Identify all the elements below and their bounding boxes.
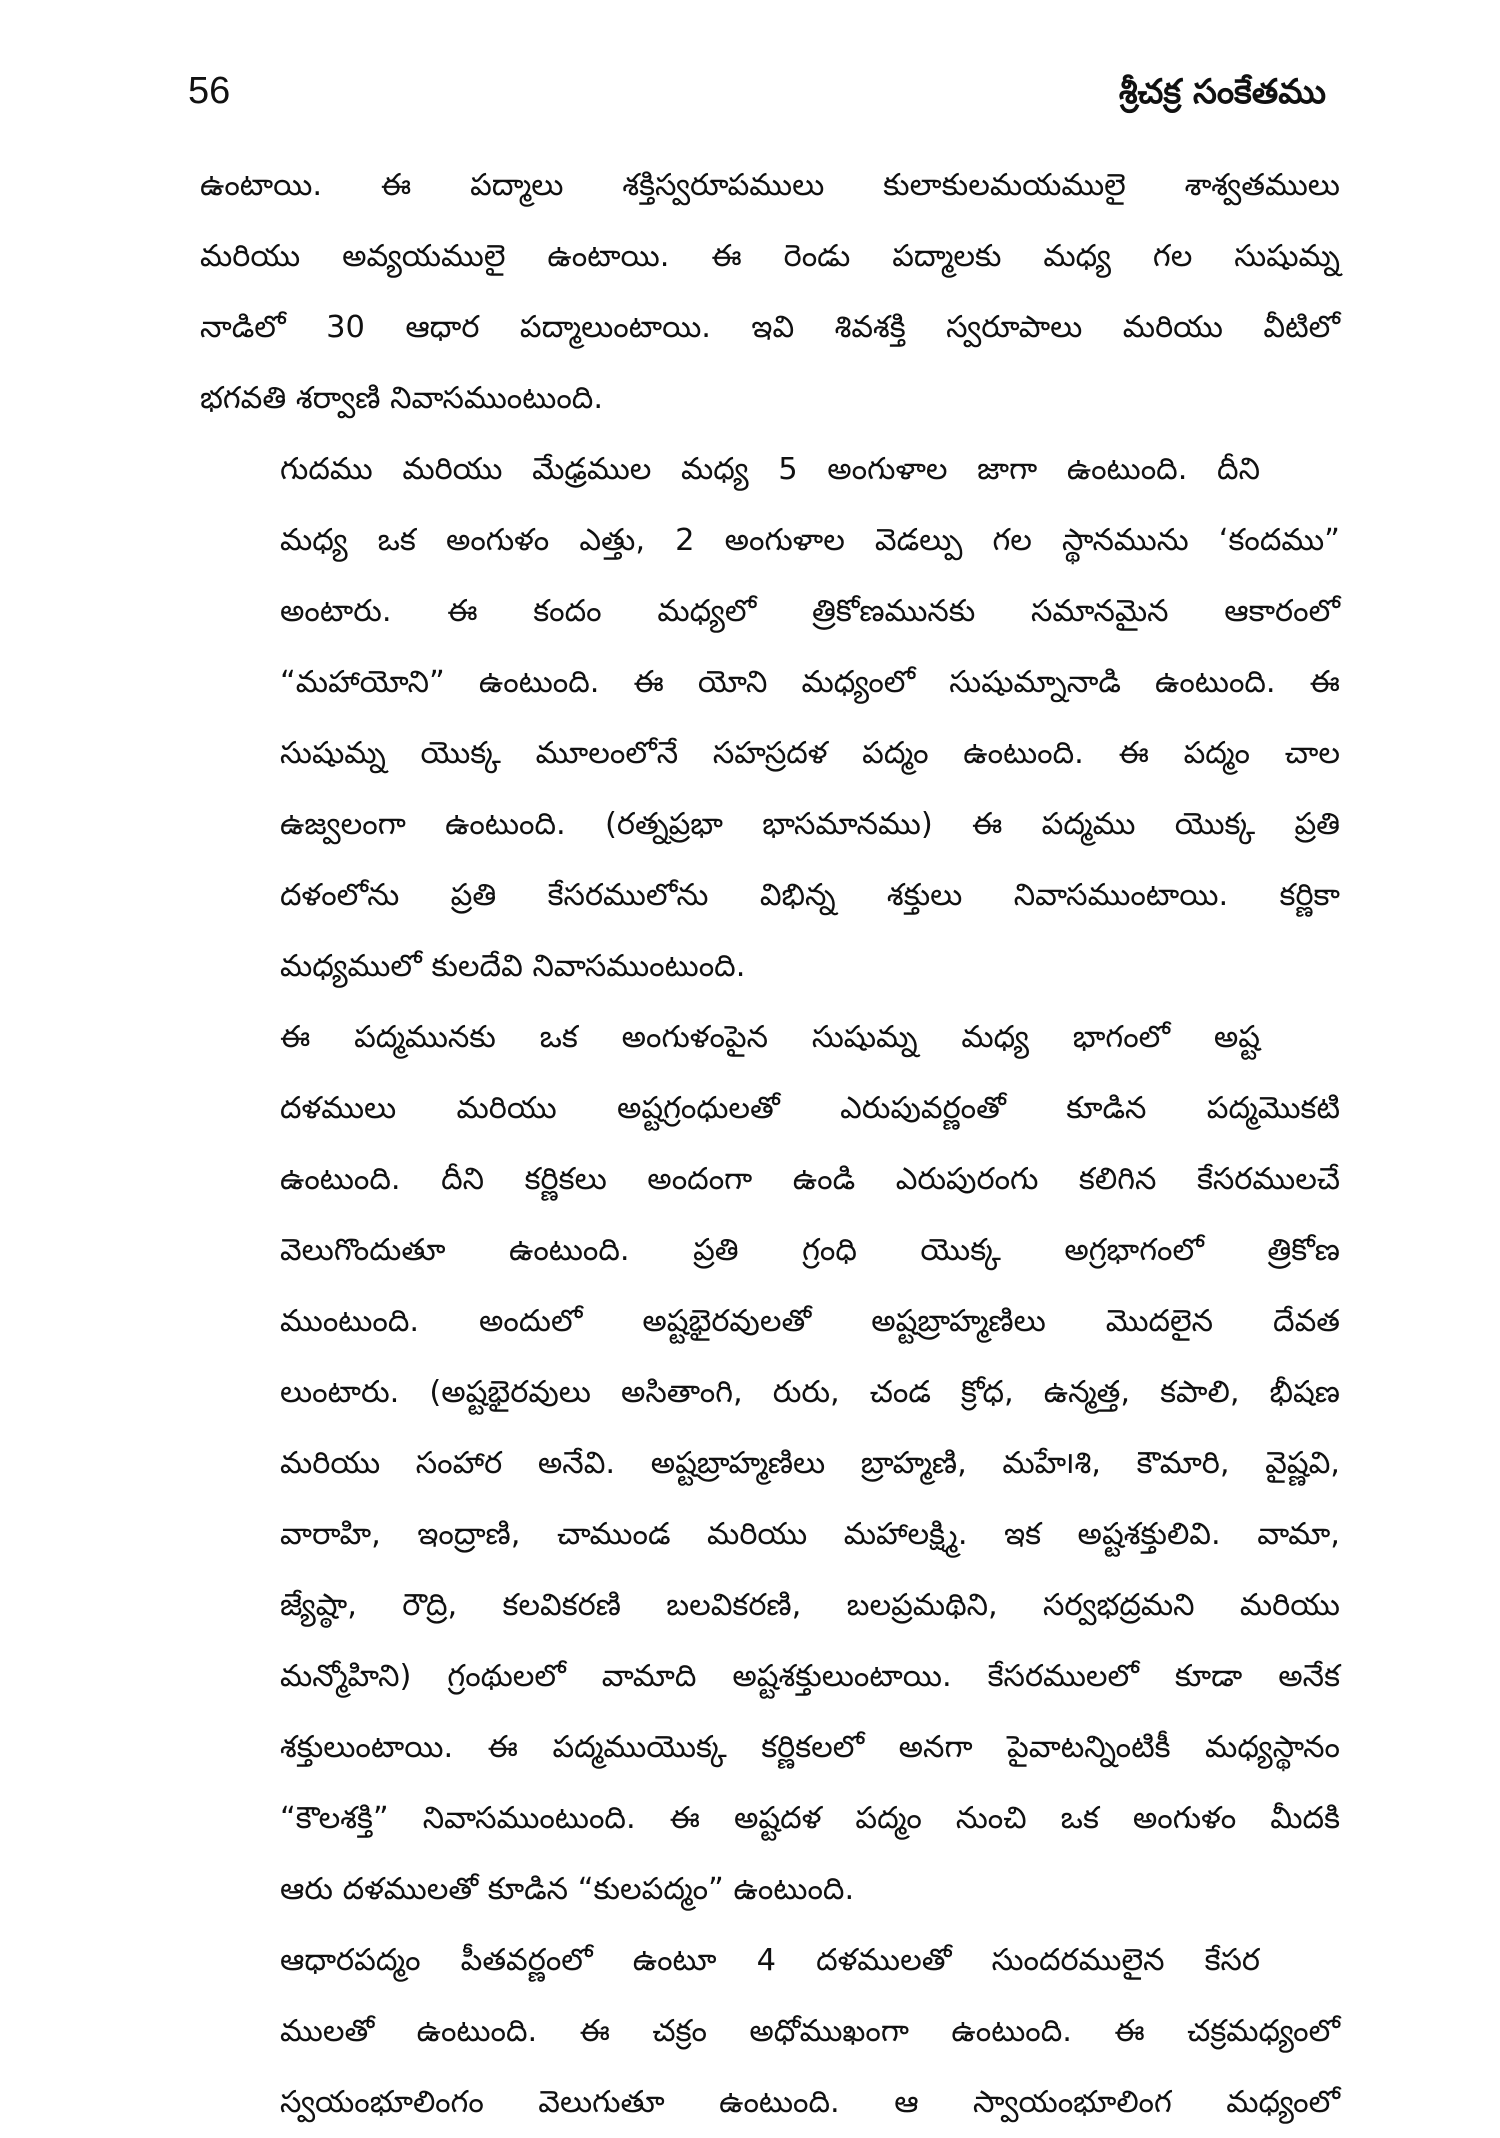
text-line: మధ్య ఒక అంగుళం ఎత్తు, 2 అంగుళాల వెడల్పు గల స్థానమును ‘కందము” [280,523,1340,558]
text-line: ఉంటాయి. ఈ పద్మాలు శక్తిస్వరూపములు కులాకులమయములై శాశ్వతములు [200,168,1340,203]
text-line: ములతో ఉంటుంది. ఈ చక్రం అధోముఖంగా ఉంటుంది. ఈ చక్రమధ్యంలో [280,2014,1340,2049]
text-line: దళంలోను ప్రతి కేసరములోను విభిన్న శక్తులు నివాసముంటాయి. కర్ణికా [280,878,1340,913]
text-line: నాడిలో 30 ఆధార పద్మాలుంటాయి. ఇవి శివశక్తి స్వరూపాలు మరియు వీటిలో [200,310,1340,345]
text-line: గుదము మరియు మేఢ్రముల మధ్య 5 అంగుళాల జాగా ఉంటుంది. దీని [280,452,1260,487]
text-line: సుషుమ్న యొక్క మూలంలోనే సహస్రదళ పద్మం ఉంటుంది. ఈ పద్మం చాల [280,736,1340,771]
text-line: అంటారు. ఈ కందం మధ్యలో త్రికోణమునకు సమానమైన ఆకారంలో [280,594,1340,629]
text-line: మరియు సంహార అనేవి. అష్టబ్రాహ్మణిలు బ్రాహ్మణి, మహే౹శి, కౌమారి, వైష్ణవి, [280,1446,1340,1481]
paragraph [200,1925,1340,2138]
text-line: ముంటుంది. అందులో అష్టభైరవులతో అష్టబ్రాహ్మణిలు మొదలైన దేవత [280,1304,1340,1339]
text-line: ఆధారపద్మం పీతవర్ణంలో ఉంటూ 4 దళములతో సుందరములైన కేసర [280,1943,1260,1978]
text-line: “మహాయోని” ఉంటుంది. ఈ యోని మధ్యంలో సుషుమ్నానాడి ఉంటుంది. ఈ [280,665,1340,700]
text-line: ఆరు దళములతో కూడిన “కులపద్మం” ఉంటుంది. [280,1872,855,1907]
text-line: మధ్యములో కులదేవి నివాసముంటుంది. [280,949,746,984]
text-line: ఉజ్వలంగా ఉంటుంది. (రత్నప్రభా భాసమానము) ఈ పద్మము యొక్క ప్రతి [280,807,1340,842]
paragraph [200,434,1340,1002]
text-line: మరియు అవ్యయములై ఉంటాయి. ఈ రెండు పద్మాలకు మధ్య గల సుషుమ్న [200,239,1340,274]
text-line: ఈ పద్మమునకు ఒక అంగుళంపైన సుషుమ్న మధ్య భాగంలో అష్ట [280,1020,1260,1055]
paragraph [200,1002,1340,1925]
text-line: వారాహి, ఇంద్రాణి, చాముండ మరియు మహాలక్ష్మి. ఇక అష్టశక్తులివి. వామా, [280,1517,1340,1552]
text-line: భగవతి శర్వాణి నివాసముంటుంది. [200,381,604,416]
page-number: 56 [188,70,231,112]
running-title: శ్రీచక్ర సంకేతము [1118,72,1326,112]
text-line: ఉంటుంది. దీని కర్ణికలు అందంగా ఉండి ఎరుపురంగు కలిగిన కేసరములచే [280,1162,1340,1197]
body-text [200,150,1340,2120]
text-line: వెలుగొందుతూ ఉంటుంది. ప్రతి గ్రంధి యొక్క అగ్రభాగంలో త్రికోణ [280,1233,1340,1268]
text-line: “కౌలశక్తి” నివాసముంటుంది. ఈ అష్టదళ పద్మం నుంచి ఒక అంగుళం మీదకి [280,1801,1340,1836]
text-line: స్వయంభూలింగం వెలుగుతూ ఉంటుంది. ఆ స్వాయంభూలింగ మధ్యంలో [280,2085,1340,2120]
page-header [188,66,1326,130]
text-line: మన్మోహిని) గ్రంథులలో వామాది అష్టశక్తులుంటాయి. కేసరములలో కూడా అనేక [280,1659,1340,1694]
text-line: లుంటారు. (అష్టభైరవులు అసితాంగి, రురు, చండ క్రోధ, ఉన్మత్త, కపాలి, భీషణ [280,1375,1340,1410]
text-line: శక్తులుంటాయి. ఈ పద్మముయొక్క కర్ణికలలో అనగా పైవాటన్నింటికీ మధ్యస్థానం [280,1730,1340,1765]
paragraph [200,150,1340,434]
text-line: దళములు మరియు అష్టగ్రంధులతో ఎరుపువర్ణంతో కూడిన పద్మమొకటి [280,1091,1340,1126]
text-line: జ్యేష్ఠా, రౌద్రి, కలవికరణి బలవికరణి, బలప్రమథిని, సర్వభద్రమని మరియు [280,1588,1340,1623]
